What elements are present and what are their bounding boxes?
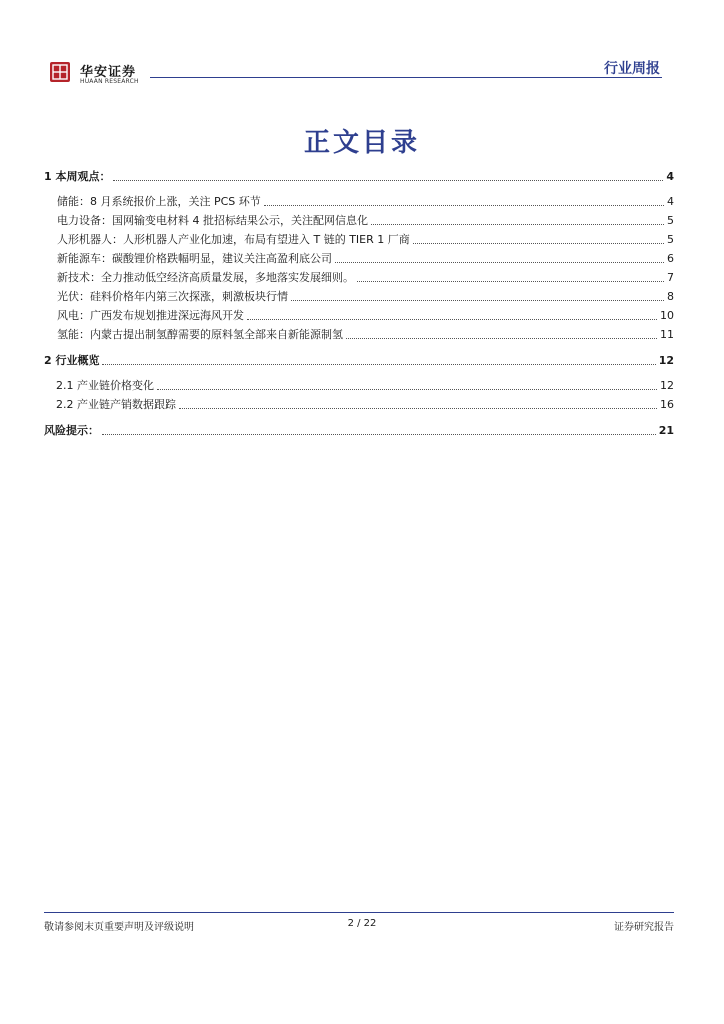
toc-dot-leader [264, 205, 664, 206]
toc-entry-page: 10 [660, 309, 674, 322]
toc-entry-text: 储能：8 月系统报价上涨，关注 PCS 环节 [57, 195, 261, 208]
toc-dot-leader [102, 364, 655, 365]
toc-entry-page: 21 [658, 424, 674, 437]
toc-dot-leader [102, 434, 656, 435]
toc-dot-leader [157, 389, 657, 390]
toc-entry-text: 2 行业概览 [44, 354, 100, 367]
toc-entry-page: 5 [667, 233, 674, 246]
toc-entry[interactable] [44, 378, 674, 394]
toc-entry-page: 7 [667, 271, 674, 284]
toc-entry[interactable] [44, 397, 674, 413]
toc-entry-page: 11 [660, 328, 674, 341]
toc-entry-text: 氢能：内蒙古提出制氢醇需要的原料氢全部来自新能源制氢 [57, 328, 343, 341]
toc-entry-text: 风电：广西发布规划推进深远海风开发 [57, 309, 244, 322]
toc-dot-leader [247, 319, 657, 320]
toc-dot-leader [335, 262, 664, 263]
toc-entry-text: 光伏：硅料价格年内第三次探涨，刺激板块行情 [57, 290, 288, 303]
toc-entry[interactable] [44, 270, 674, 286]
toc-entry[interactable] [44, 353, 674, 369]
toc-entry-text: 电力设备：国网输变电材料 4 批招标结果公示，关注配网信息化 [57, 214, 368, 227]
toc-entry-page: 12 [660, 379, 674, 392]
toc-entry[interactable] [44, 423, 674, 439]
huaan-logo-seal-icon [50, 62, 70, 82]
page-header [0, 0, 724, 90]
toc-dot-leader [357, 281, 664, 282]
toc-entry[interactable] [44, 232, 674, 248]
toc-entry-page: 4 [667, 195, 674, 208]
footer-report-type: 证券研究报告 [614, 922, 674, 933]
toc-entry-page: 12 [658, 354, 674, 367]
toc-entry-text: 新技术：全力推动低空经济高质量发展，多地落实发展细则。 [57, 271, 354, 284]
page-title: 正文目录 [303, 128, 420, 158]
toc-dot-leader [179, 408, 657, 409]
toc-entry-text: 风险提示： [44, 424, 99, 437]
toc-entry[interactable] [44, 194, 674, 210]
toc-dot-leader [371, 224, 664, 225]
toc-entry-page: 6 [667, 252, 674, 265]
toc-entry-text: 2.2 产业链产销数据跟踪 [56, 398, 176, 411]
toc-entry-text: 1 本周观点： [44, 170, 111, 183]
footer-divider [44, 912, 674, 913]
toc-entry[interactable] [44, 169, 674, 185]
toc-dot-leader [413, 243, 664, 244]
footer-disclaimer: 敬请参阅末页重要声明及评级说明 [44, 922, 194, 933]
toc-entry-page: 4 [666, 170, 674, 183]
toc-entry[interactable] [44, 327, 674, 343]
toc-entry-text: 2.1 产业链价格变化 [56, 379, 154, 392]
report-type-label: 行业周报 [604, 61, 660, 77]
toc-entry[interactable] [44, 308, 674, 324]
toc-entry-page: 16 [660, 398, 674, 411]
toc-entry-text: 新能源车：碳酸锂价格跌幅明显，建议关注高盈利底公司 [57, 252, 332, 265]
toc-entry-page: 5 [667, 214, 674, 227]
toc-entry[interactable] [44, 251, 674, 267]
logo-company-name: 华安证券 [80, 65, 137, 80]
toc-entry-page: 8 [667, 290, 674, 303]
header-divider [150, 77, 662, 78]
logo-company-english: HUAAN RESEARCH [80, 78, 139, 85]
toc-dot-leader [291, 300, 664, 301]
toc-entry[interactable] [44, 289, 674, 305]
toc-dot-leader [346, 338, 657, 339]
page-number: 2 / 22 [347, 918, 377, 929]
toc-dot-leader [113, 180, 663, 181]
toc-entry[interactable] [44, 213, 674, 229]
toc-entry-text: 人形机器人：人形机器人产业化加速，布局有望进入 T 链的 TIER 1 厂商 [57, 233, 410, 246]
